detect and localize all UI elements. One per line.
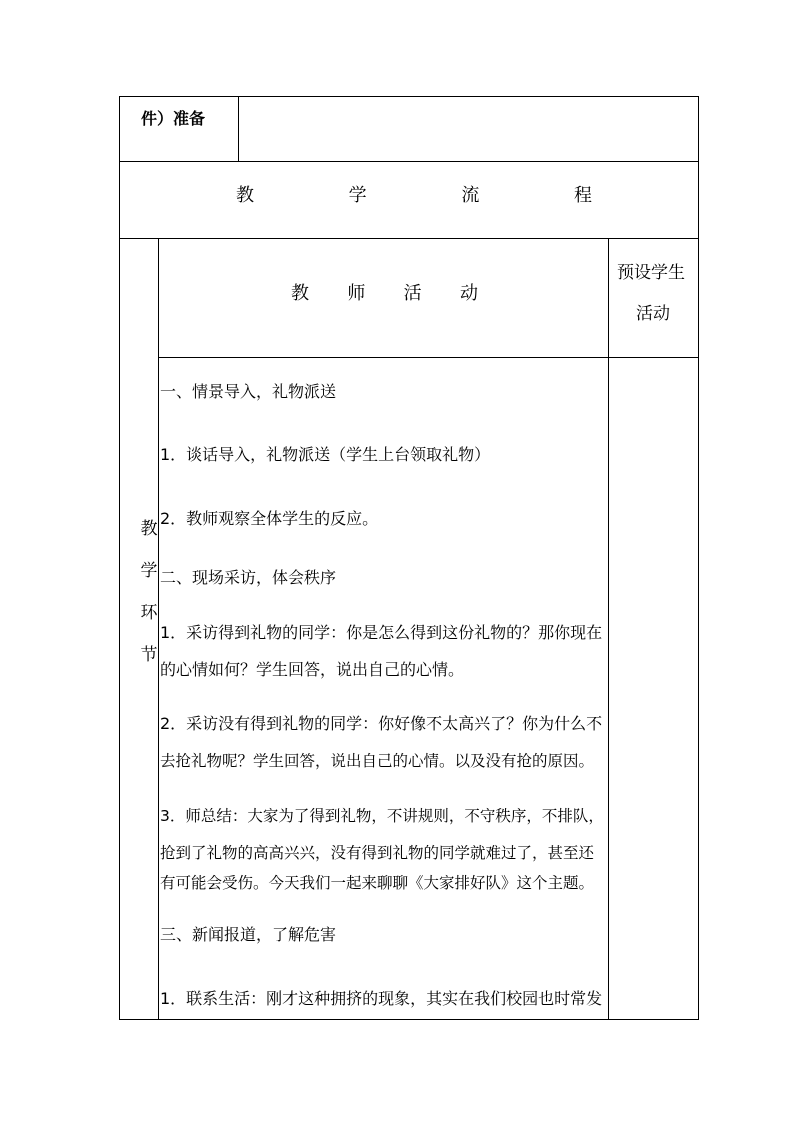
section-1-title: 一、情景导入，礼物派送 (160, 382, 337, 401)
teacher-activity-header (291, 283, 478, 305)
section-2-item-1-line-2: 的心情如何？学生回答，说出自己的心情。 (160, 660, 465, 679)
process-title (236, 185, 592, 207)
section-1-item-1: 1．谈话导入，礼物派送（学生上台领取礼物） (160, 445, 491, 464)
student-column-divider (608, 238, 609, 1020)
section-2-item-3-line-2: 抢到了礼物的高高兴兴，没有得到礼物的同学就难过了，甚至还 (160, 844, 595, 862)
teacher-activity-char: 教 (291, 283, 309, 304)
row-divider-2 (119, 238, 699, 239)
process-title-char: 流 (461, 185, 480, 206)
section-2-item-2-line-2: 去抢礼物呢？学生回答，说出自己的心情。以及没有抢的原因。 (160, 752, 595, 770)
student-activity-header-line1: 预设学生 (617, 263, 685, 283)
section-2-item-3-line-1: 3．师总结：大家为了得到礼物，不讲规则，不守秩序，不排队， (160, 807, 604, 825)
section-2-item-1-line-1: 1．采访得到礼物的同学：你是怎么得到这份礼物的？那你现在 (160, 623, 603, 642)
section-3-item-1: 1．联系生活：刚才这种拥挤的现象，其实在我们校园也时常发 (160, 989, 603, 1008)
row-divider-3 (158, 357, 699, 358)
student-activity-header-line2: 活动 (636, 304, 670, 324)
section-1-item-2: 2．教师观察全体学生的反应。 (160, 509, 379, 528)
stage-label-char: 教 (140, 519, 158, 539)
stage-label-char: 节 (140, 645, 158, 665)
section-2-item-3-line-3: 有可能会受伤。今天我们一起来聊聊《大家排好队》这个主题。 (160, 874, 595, 892)
stage-label-char: 环 (140, 603, 158, 623)
stage-label-char: 学 (140, 561, 158, 581)
teacher-activity-char: 活 (403, 283, 422, 304)
table-border-bottom (119, 1019, 699, 1020)
table-border-top (119, 96, 699, 97)
table-border-right (698, 96, 699, 1020)
row-divider-1 (119, 161, 699, 162)
table-border-left (119, 96, 120, 1020)
teacher-activity-char: 师 (347, 283, 366, 304)
section-3-title: 三、新闻报道，了解危害 (160, 925, 337, 944)
process-title-char: 程 (573, 185, 592, 206)
teacher-activity-char: 动 (459, 283, 478, 304)
header-cell-divider (238, 96, 239, 161)
prep-label: 件）准备 (141, 109, 206, 128)
section-2-item-2-line-1: 2．采访没有得到礼物的同学：你好像不太高兴了？你为什么不 (160, 714, 603, 733)
process-title-char: 教 (236, 185, 254, 206)
section-2-title: 二、现场采访，体会秩序 (160, 568, 337, 587)
process-title-char: 学 (348, 185, 367, 206)
stage-label (139, 518, 159, 686)
